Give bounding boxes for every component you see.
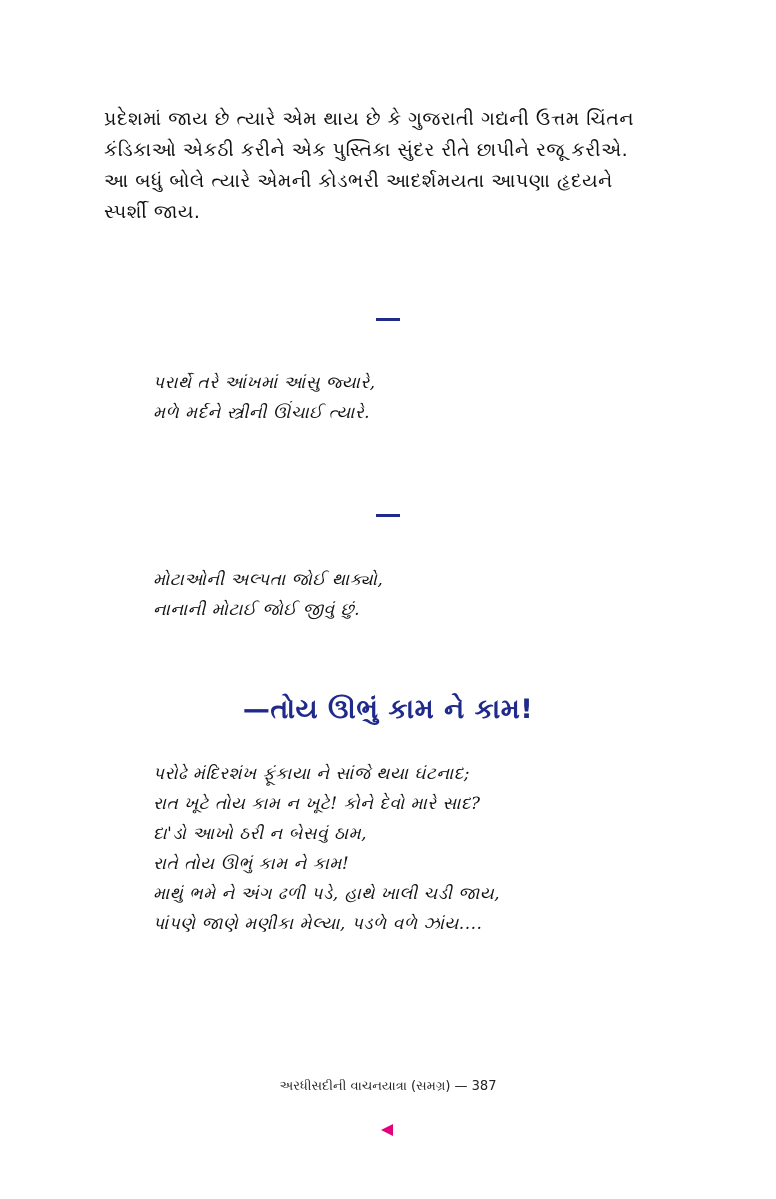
intro-line: પ્રદેશમાં જાય છે ત્યારે એમ થાય છે કે ગુજરાતી ગદ્યની ઉત્તમ ચિંતન [104,108,634,130]
poem-line: પાંપણે જાણે મણીકા મેલ્યા, પડળે વળે ઝાંય.... [153,914,483,934]
intro-paragraph [104,104,679,228]
poem-line: દા'ડો આખો ઠરી ન બેસવું ઠામ, [153,824,367,844]
intro-line: આ બધું બોલે ત્યારે એમની કોડભરી આદર્શમયતા આપણા હૃદયને [104,170,613,192]
poem-line: માથું ભમે ને અંગ ઢળી પડે, હાથે ખાલી ચડી જાય, [153,884,501,904]
section-divider [376,514,400,517]
verse-line: નાનાની મોટાઈ જોઈ જીવું છું. [153,600,360,620]
poem-line: રાતે તોય ઊભું કામ ને કામ! [153,854,350,874]
poem-title: —તોય ઊભું કામ ને કામ! [242,694,534,725]
verse-line: મોટાઓની અલ્પતા જોઈ થાક્યો, [153,570,384,590]
verse-line: મળે મર્દને સ્ત્રીની ઊંચાઈ ત્યારે. [153,403,371,423]
intro-line: કંડિકાઓ એકઠી કરીને એક પુસ્તિકા સુંદર રીતે છાપીને રજૂ કરીએ. [104,139,629,161]
couplet-1 [153,368,623,428]
section-divider [376,318,400,321]
poem-body [153,759,623,939]
verse-line: પરાર્થે તરે આંખમાં આંસુ જ્યારે, [153,373,376,393]
poem-line: પરોઢે મંદિરશંખ ફૂંકાયા ને સાંજે થયા ઘંટનાદ; [153,764,470,784]
poem-line: રાત ખૂટે તોય કામ ન ખૂટે! કોને દેવો મારે સાદ? [153,794,481,814]
couplet-2 [153,565,623,625]
page-marker-arrow-icon[interactable] [381,1124,393,1136]
intro-line: સ્પર્શી જાય. [104,201,201,223]
page-footer: અરધીસદીની વાચનયાત્રા (સમગ્ર) — 387 [279,1079,497,1094]
